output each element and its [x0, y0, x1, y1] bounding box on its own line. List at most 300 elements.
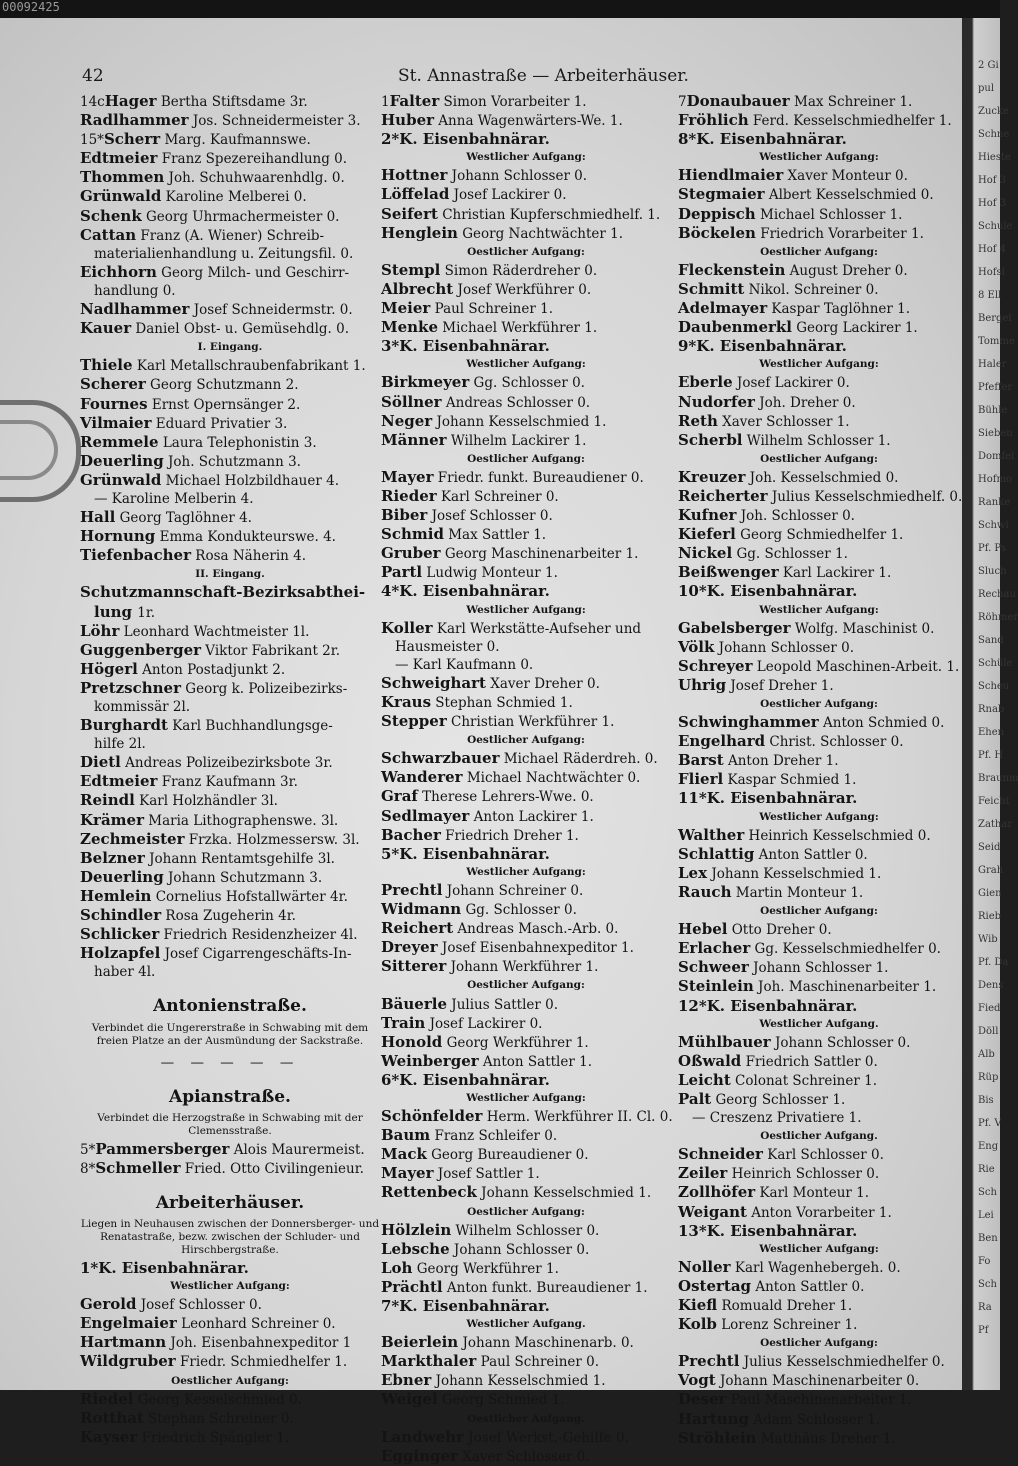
adjacent-page-fragment: Pf. H: [978, 750, 1004, 761]
resident-details: Karl Monteur 1.: [755, 1185, 870, 1202]
building-heading: 10*K. Eisenbahnärar.: [678, 582, 858, 601]
resident-details: Gg. Kesselschmiedhelfer 0.: [750, 941, 941, 958]
resident-name: Neger: [381, 411, 433, 430]
resident-details: Xaver Dreher 0.: [485, 675, 600, 692]
directory-entry: [381, 412, 671, 431]
continuation-text: 1r.: [137, 604, 156, 621]
resident-details: Anton Sattler 0.: [754, 846, 868, 863]
page-id: 00092425: [2, 0, 60, 14]
resident-name: Uhrig: [678, 675, 727, 694]
resident-name: Pretzschner: [80, 678, 182, 697]
resident-details: Michael Schlosser 1.: [755, 206, 903, 223]
directory-entry: [80, 944, 380, 963]
resident-name: Scherer: [80, 375, 146, 394]
resident-name: Deuerling: [80, 451, 164, 470]
adjacent-page-fragment: Domfel: [978, 451, 1015, 462]
resident-name: Loh: [381, 1258, 413, 1277]
building-heading: 11*K. Eisenbahnärar.: [678, 789, 858, 808]
scan-top-bar: [0, 0, 1000, 18]
directory-entry: [80, 319, 380, 338]
resident-details: Emma Kondukteurswe. 4.: [155, 529, 336, 546]
resident-details: Andreas Polizeibezirksbote 3r.: [120, 755, 333, 772]
section-subheading: Westlicher Aufgang:: [466, 865, 586, 878]
resident-name: Schweighart: [381, 673, 486, 692]
resident-name: Kraus: [381, 693, 432, 711]
resident-name: Schreyer: [678, 656, 753, 675]
resident-details: Simon Räderdreher 0.: [440, 262, 598, 279]
directory-entry: [678, 751, 960, 770]
resident-details: Matthäus Dreher 1.: [756, 1430, 896, 1447]
section-subheading: Westlicher Aufgang:: [466, 1091, 586, 1104]
directory-entry: [80, 1428, 380, 1447]
section-subheading: Oestlicher Aufgang.: [467, 1412, 585, 1425]
directory-entry: [381, 393, 671, 412]
directory-entry: [80, 375, 380, 394]
directory-entry: [678, 1164, 960, 1183]
resident-name: Baum: [381, 1126, 431, 1145]
directory-entry: [381, 1164, 671, 1183]
resident-details: Bertha Stiftsdame 3r.: [156, 94, 308, 110]
resident-details: Georg Maschinenarbeiter 1.: [440, 546, 639, 563]
entry-continuation: [80, 963, 380, 981]
resident-details: Karl Schreiner 0.: [436, 488, 559, 505]
resident-details: Paul Maschinenarbeiter 1.: [726, 1392, 912, 1409]
adjacent-page-fragment: Schwi: [978, 520, 1009, 531]
resident-details: Wolfg. Maschinist 0.: [790, 620, 935, 637]
resident-name: Hornung: [80, 527, 156, 546]
resident-name: Menke: [381, 318, 438, 337]
resident-name: Stepper: [381, 712, 447, 731]
resident-details: Friedrich Dreher 1.: [440, 827, 579, 844]
building-heading: 5*K. Eisenbahnärar.: [381, 844, 550, 863]
resident-name: Prechtl: [381, 880, 443, 899]
directory-entry: [678, 638, 960, 657]
directory-entry: [80, 753, 380, 772]
directory-entry: [678, 412, 960, 431]
directory-entry: [381, 1447, 671, 1466]
adjacent-page-fragment: Bergel: [978, 313, 1012, 324]
adjacent-page-fragment: Sch: [978, 1279, 997, 1290]
adjacent-page-fragment: Sieben: [978, 428, 1013, 439]
directory-entry: [381, 1183, 671, 1202]
resident-name: Vilmaier: [80, 413, 152, 432]
directory-entry: [381, 749, 671, 768]
directory-entry: [381, 1278, 671, 1297]
directory-entry: [678, 299, 960, 318]
resident-details: Johann Schlosser 1.: [748, 960, 889, 977]
section-subheading: Westlicher Aufgang:: [759, 1242, 879, 1255]
resident-name: Völk: [678, 637, 715, 656]
resident-name: Högerl: [80, 659, 138, 678]
building-heading: 13*K. Eisenbahnärar.: [678, 1221, 858, 1240]
resident-name: Weigant: [678, 1202, 747, 1221]
directory-entry: [80, 679, 380, 698]
directory-entry: [381, 938, 671, 957]
directory-entry: [678, 939, 960, 958]
resident-name: Remmele: [80, 432, 159, 451]
resident-name: Palt: [678, 1089, 712, 1108]
resident-details: Josef Sattler 1.: [433, 1166, 540, 1183]
adjacent-page-fragment: Hof 4: [978, 244, 1006, 255]
directory-entry: [381, 787, 671, 806]
resident-details: Gg. Schlosser 1.: [732, 546, 848, 563]
resident-details: Herm. Werkführer II. Cl. 0.: [482, 1109, 673, 1126]
adjacent-page-fragment: pul: [978, 83, 995, 94]
column-3: [678, 92, 963, 1448]
adjacent-page-fragment: Hof 3: [978, 198, 1006, 209]
adjacent-page-fragment: Pfeffer: [978, 382, 1013, 393]
resident-name: Egginger: [381, 1446, 458, 1465]
resident-name: Honold: [381, 1032, 443, 1051]
resident-name: Schmid: [381, 525, 444, 544]
resident-name: Scherbl: [678, 430, 743, 449]
building-heading: 7*K. Eisenbahnärar.: [381, 1297, 550, 1315]
resident-name: Radlhammer: [80, 111, 189, 130]
resident-details: Georg Werkführer 1.: [442, 1034, 589, 1051]
resident-name: Sitterer: [381, 957, 447, 976]
adjacent-page-fragment: Pf. V: [978, 1118, 1002, 1129]
resident-name: Kufner: [678, 506, 737, 525]
directory-entry: [381, 318, 671, 337]
directory-entry: [678, 261, 960, 280]
resident-details: Georg k. Polizeibezirks-: [181, 680, 348, 697]
directory-entry: [80, 925, 380, 944]
column-2: [381, 92, 671, 1466]
paper-clip-inner-icon: [0, 420, 58, 480]
resident-details: Xaver Schlosser 1.: [717, 413, 850, 430]
resident-name: Ebner: [381, 1371, 432, 1390]
resident-details: Georg Schmied 1.: [437, 1392, 565, 1409]
resident-name: Schwinghammer: [678, 713, 819, 732]
directory-entry: [678, 1371, 960, 1390]
resident-name: Huber: [381, 111, 435, 130]
house-number: 5*: [80, 1141, 96, 1158]
resident-details: Karl Buchhandlungsge-: [167, 718, 333, 735]
resident-details: Johann Kesselschmied 1.: [707, 865, 882, 882]
directory-entry: [678, 544, 960, 563]
separator-dashes: — — — — —: [160, 1054, 300, 1071]
directory-entry: [80, 1352, 380, 1371]
resident-details: Anton funkt. Bureaudiener 1.: [442, 1279, 648, 1296]
directory-entry: [80, 300, 380, 319]
resident-name: Flierl: [678, 770, 724, 789]
resident-details: Georg Nachtwächter 1.: [457, 225, 623, 242]
directory-entry: [678, 1052, 960, 1071]
directory-entry: [678, 845, 960, 864]
section-subheading: Westlicher Aufgang.: [466, 1318, 586, 1331]
directory-entry: [381, 261, 671, 280]
resident-name: Schlattig: [678, 844, 755, 863]
resident-details: Joh. Eisenbahnexpeditor 1: [166, 1335, 352, 1352]
resident-name: Nickel: [678, 544, 733, 563]
adjacent-page-fragment: Tomme: [978, 336, 1015, 347]
section-subheading: Oestlicher Aufgang.: [760, 1130, 878, 1143]
resident-details: Joh. Dreher 0.: [754, 394, 856, 411]
resident-details: Josef Werkst.-Gehilfe 0.: [463, 1429, 629, 1446]
resident-details: Albert Kesselschmied 0.: [764, 187, 934, 204]
directory-entry: [80, 263, 380, 282]
directory-entry: [80, 226, 380, 245]
resident-name: Eichhorn: [80, 262, 157, 281]
directory-entry: [678, 977, 960, 996]
resident-name: Widmann: [381, 900, 462, 919]
directory-entry: [381, 205, 671, 224]
resident-name: Mühlbauer: [678, 1032, 771, 1051]
directory-entry: [80, 791, 380, 810]
directory-entry: [381, 1107, 671, 1126]
directory-entry: [381, 373, 671, 392]
adjacent-page-fragment: Schüle: [978, 658, 1013, 669]
adjacent-page-fragment: Hof 3: [978, 175, 1006, 186]
resident-name: Hartung: [678, 1409, 750, 1428]
directory-entry: [80, 1409, 380, 1428]
resident-name: Bäuerle: [381, 994, 447, 1013]
directory-entry: [80, 772, 380, 791]
resident-details: Anna Wagenwärters-We. 1.: [434, 113, 623, 130]
resident-name: Mayer: [381, 1164, 434, 1183]
directory-entry: [80, 868, 380, 887]
continuation-text: haber 4l.: [94, 964, 156, 981]
directory-entry: [381, 166, 671, 185]
section-subheading: I. Eingang.: [197, 341, 263, 354]
resident-details: Joh. Schutzmann 3.: [163, 453, 301, 470]
resident-details: Gg. Schlosser 0.: [461, 902, 577, 919]
resident-details: Laura Telephonistin 3.: [158, 434, 317, 451]
resident-details: Joh. Kesselschmied 0.: [745, 469, 899, 486]
resident-details: Friedrich Residenzheizer 4l.: [159, 927, 358, 944]
resident-details: Karoline Melberei 0.: [161, 189, 307, 206]
resident-name: Cattan: [80, 225, 137, 244]
adjacent-page-fragment: Rie: [978, 1164, 995, 1175]
house-number: 15*: [80, 132, 104, 149]
street-description: Verbindet die Ungererstraße in Schwabing mit dem freien Platze an der Ausmündung der Sackstraße.: [91, 1021, 369, 1047]
directory-entry: [678, 563, 960, 582]
section-subheading: Westlicher Aufgang:: [466, 151, 586, 164]
adjacent-page-fragment: Zathar: [978, 819, 1013, 830]
adjacent-page-fragment: 2 Gi: [978, 60, 999, 71]
directory-entry: [381, 1259, 671, 1278]
resident-details: Anton Sattler 0.: [751, 1278, 865, 1295]
section-subheading: Oestlicher Aufgang:: [760, 1337, 878, 1350]
resident-details: Josef Schlosser 0.: [427, 508, 553, 525]
resident-name: Belzner: [80, 848, 145, 867]
resident-name: Adelmayer: [678, 299, 768, 318]
directory-entry: [80, 508, 380, 527]
directory-entry: [381, 111, 671, 130]
resident-name: Schwarzbauer: [381, 749, 500, 768]
resident-name: Fournes: [80, 394, 148, 413]
directory-entry: [678, 224, 960, 243]
resident-details: Johann Schlosser 0.: [449, 1241, 590, 1258]
directory-entry: [678, 1277, 960, 1296]
resident-name: Train: [381, 1013, 426, 1032]
resident-details: Karl Metallschraubenfabrikant 1.: [132, 358, 366, 375]
resident-details: Paul Schreiner 1.: [430, 301, 553, 318]
resident-details: Xaver Schlosser 0.: [457, 1448, 590, 1465]
resident-name: Henglein: [381, 223, 458, 242]
directory-entry: [678, 1258, 960, 1277]
resident-name: Reth: [678, 411, 718, 430]
resident-name: Fleckenstein: [678, 260, 786, 279]
directory-entry: [678, 958, 960, 977]
resident-name: Rettenbeck: [381, 1183, 477, 1202]
directory-entry: [678, 1033, 960, 1052]
directory-entry: [381, 826, 671, 845]
resident-name: Schutzmannschaft-Bezirksabthei-: [80, 583, 366, 602]
resident-details: Johann Kesselschmied 1.: [431, 1373, 606, 1390]
resident-details: Franz Schleifer 0.: [430, 1128, 558, 1145]
directory-entry: [678, 1071, 960, 1090]
resident-details: Jos. Schneidermeister 3.: [188, 113, 361, 130]
directory-entry: [80, 1314, 380, 1333]
street-title: Apianstraße.: [169, 1086, 291, 1107]
directory-entry: [381, 299, 671, 318]
column-1: [80, 92, 380, 1447]
resident-name: Leicht: [678, 1070, 731, 1089]
resident-name: Nudorfer: [678, 392, 755, 411]
page-number: 42: [82, 66, 104, 86]
resident-details: Georg Kesselschmied 0.: [133, 1391, 302, 1408]
resident-details: Otto Dreher 0.: [727, 922, 832, 939]
resident-details: Alois Maurermeist.: [229, 1141, 365, 1158]
directory-entry: [381, 900, 671, 919]
adjacent-page-fragment: Fied: [978, 1003, 1001, 1014]
section-subheading: Oestlicher Aufgang:: [760, 245, 878, 258]
resident-name: Stempl: [381, 260, 441, 279]
resident-details: Rosa Näherin 4.: [191, 548, 307, 565]
resident-details: Friedr. funkt. Bureaudiener 0.: [433, 469, 644, 486]
directory-entry: [80, 395, 380, 414]
directory-entry: [678, 1390, 960, 1409]
resident-name: Hemlein: [80, 886, 152, 905]
section-subheading: Westlicher Aufgang:: [466, 603, 586, 616]
directory-entry: [381, 995, 671, 1014]
section-subheading: II. Eingang.: [195, 568, 265, 581]
adjacent-page-fragment: Ranke: [978, 497, 1011, 508]
resident-name: Rauch: [678, 882, 732, 901]
resident-details: Georg Lackirer 1.: [791, 320, 918, 337]
resident-details: Georg Schmiedhelfer 1.: [735, 527, 904, 544]
resident-name: Kreuzer: [678, 467, 746, 486]
resident-name: Birkmeyer: [381, 373, 470, 392]
resident-details: Friedrich Sattler 0.: [741, 1053, 878, 1070]
resident-name: Ostertag: [678, 1276, 752, 1295]
resident-details: Therese Lehrers-Wwe. 0.: [417, 789, 594, 806]
section-subheading: Westlicher Aufgang:: [759, 810, 879, 823]
directory-entry: [80, 583, 380, 602]
resident-details: Michael Nachtwächter 0.: [462, 770, 641, 787]
directory-entry: [678, 111, 960, 130]
adjacent-page-fragment: Lei: [978, 1210, 994, 1221]
directory-entry: [381, 224, 671, 243]
resident-name: Edtmeier: [80, 772, 158, 791]
section-subheading: Oestlicher Aufgang:: [467, 979, 585, 992]
house-number: 1: [381, 94, 390, 110]
resident-name: Partl: [381, 563, 423, 582]
directory-entry: [678, 920, 960, 939]
resident-name: Schmitt: [678, 279, 745, 298]
resident-details: Ludwig Monteur 1.: [422, 565, 558, 582]
resident-details: Josef Cigarrengeschäfts-In-: [160, 946, 352, 963]
resident-details: Andreas Schlosser 0.: [441, 394, 591, 411]
resident-details: Karl Wagenhebergeh. 0.: [730, 1259, 901, 1276]
directory-entry: [678, 657, 960, 676]
directory-entry: [678, 826, 960, 845]
directory-entry: [80, 1159, 380, 1178]
resident-name: Rotthat: [80, 1408, 144, 1427]
directory-entry: [381, 506, 671, 525]
resident-details: Anton Dreher 1.: [723, 753, 839, 770]
resident-name: Markthaler: [381, 1352, 477, 1371]
section-subheading: Oestlicher Aufgang:: [760, 905, 878, 918]
continuation-text: — Creszenz Privatiere 1.: [692, 1110, 862, 1127]
resident-details: Leonhard Schreiner 0.: [176, 1316, 336, 1333]
directory-entry: [678, 1183, 960, 1202]
resident-name: Burghardt: [80, 716, 168, 735]
resident-name: Krämer: [80, 810, 144, 829]
street-title: Arbeiterhäuser.: [155, 1192, 305, 1213]
directory-entry: [381, 1221, 671, 1240]
resident-name: Wanderer: [381, 768, 463, 787]
adjacent-page-fragment: Ben: [978, 1233, 998, 1244]
adjacent-page-fragment: Pf. Da: [978, 957, 1009, 968]
directory-entry: [678, 1429, 960, 1448]
resident-details: Christ. Schlosser 0.: [765, 734, 904, 751]
directory-entry: [381, 807, 671, 826]
resident-name: Zechmeister: [80, 829, 185, 848]
directory-entry: [80, 622, 380, 641]
resident-details: Johann Kesselschmied 1.: [476, 1185, 652, 1202]
resident-name: Kayser: [80, 1427, 138, 1446]
resident-name: Reicherter: [678, 486, 768, 505]
resident-name: Edtmeier: [80, 149, 158, 168]
resident-name: Sedlmayer: [381, 806, 470, 825]
section-subheading: Oestlicher Aufgang:: [760, 698, 878, 710]
entry-continuation: [80, 698, 380, 716]
directory-entry: [80, 811, 380, 830]
running-head: St. Annastraße — Arbeiterhäuser.: [398, 66, 689, 86]
resident-name: Gruber: [381, 544, 441, 563]
adjacent-page-fragment: Rieb: [978, 911, 1002, 922]
directory-entry: [381, 712, 671, 731]
resident-details: Xaver Monteur 0.: [783, 168, 908, 185]
resident-details: Julius Sattler 0.: [447, 996, 559, 1013]
resident-name: Deppisch: [678, 204, 756, 223]
adjacent-page-fragment: Feicht: [978, 796, 1010, 807]
directory-entry: [80, 1140, 380, 1159]
resident-details: Franz Kaufmann 3r.: [157, 774, 298, 791]
resident-name: Lex: [678, 863, 708, 882]
directory-entry: [80, 168, 380, 187]
directory-entry: [678, 280, 960, 299]
resident-name: Mayer: [381, 467, 434, 486]
resident-details: Georg Milch- und Geschirr-: [156, 264, 350, 281]
resident-name: Prechtl: [678, 1352, 740, 1371]
resident-details: Anton Postadjunkt 2.: [137, 661, 286, 678]
continuation-text: Hausmeister 0.: [395, 638, 500, 655]
resident-details: Heinrich Schlosser 0.: [727, 1166, 880, 1183]
resident-name: Deuerling: [80, 867, 164, 886]
resident-name: Graf: [381, 787, 418, 806]
directory-entry: [678, 1145, 960, 1164]
directory-entry: [381, 487, 671, 506]
adjacent-page-fragment: Sluch: [978, 566, 1007, 577]
resident-name: Pammersberger: [95, 1139, 230, 1158]
building-heading: 2*K. Eisenbahnärar.: [381, 130, 550, 149]
directory-entry: [381, 1352, 671, 1371]
resident-name: Hottner: [381, 166, 448, 185]
resident-details: Johann Schlosser 0.: [770, 1034, 911, 1051]
